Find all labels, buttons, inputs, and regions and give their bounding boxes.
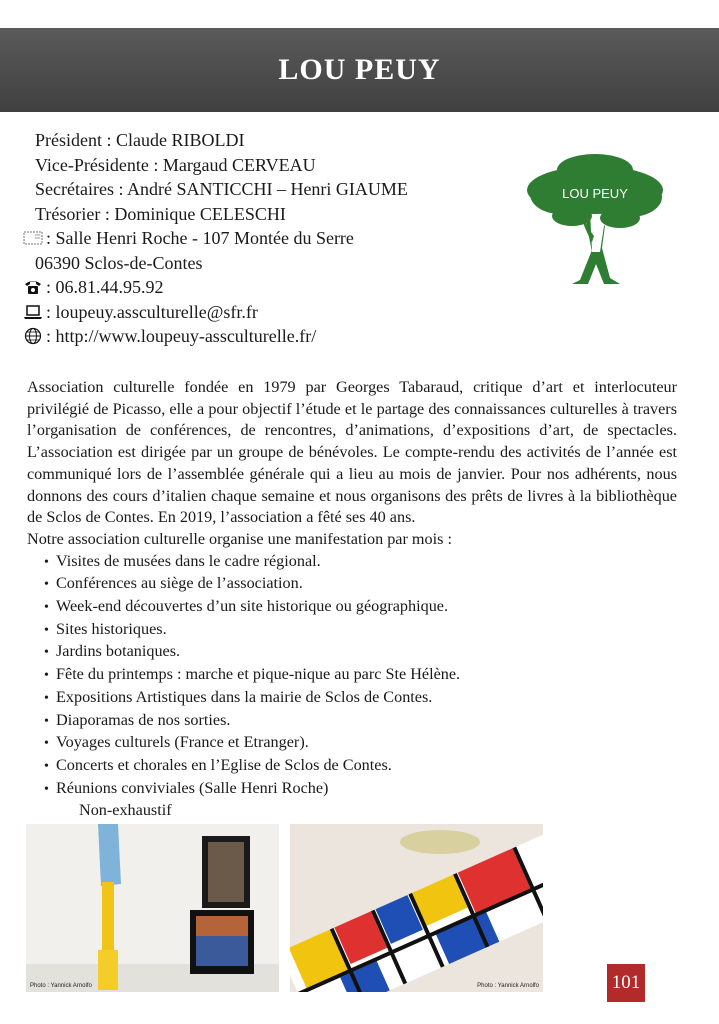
email-row (22, 300, 512, 325)
list-item: • Expositions Artistiques dans la mairie de Sclos de Contes. (44, 687, 433, 706)
tree-logo (520, 152, 670, 292)
address-line2: 06390 Sclos-de-Contes (35, 252, 203, 273)
telephone-icon (22, 277, 44, 297)
secretaries-line: Secrétaires : André SANTICCHI – Henri GIAUME (35, 179, 408, 199)
title-bar (0, 28, 719, 112)
address-row (22, 226, 512, 251)
description-paragraph: Association culturelle fondée en 1979 par Georges Tabaraud, critique d’art et interlocuteur privilégié de Picasso, elle a pour objectif l’étude et le partage des connaissances culturelles à travers l’organisation de conférences, de rencontres, d’animations, d’expositions d’art, de spectacles. L’association est dirigée par un groupe de bénévoles. Le compte-rendu des activités de l’année est communiqué lors de l’assemblée générale qui a lieu au mois de janvier. Pour nos adhérents, nous donnons des cours d’italien chaque semaine et nous organisons des prêts de livres à la bibliothèque de Sclos de Contes. En 2019, l’association a fêté ses 40 ans. (27, 378, 677, 527)
treasurer-line: Trésorier : Dominique CELESCHI (35, 203, 286, 224)
list-item: • Réunions conviviales (Salle Henri Roche) (44, 778, 329, 797)
laptop-icon (22, 302, 44, 322)
photo-credit-2: Photo : Yannick Arnolfo (477, 983, 539, 989)
contact-block (22, 128, 512, 349)
list-item: • Fête du printemps : marche et pique-nique au parc Ste Hélène. (44, 665, 461, 684)
activities-list (27, 551, 677, 801)
list-item: • Conférences au siège de l’association. (44, 574, 303, 593)
website-text[interactable]: : http://www.loupeuy-assculturelle.fr/ (46, 326, 317, 346)
exhibition-photo (26, 824, 279, 992)
list-item: • Visites de musées dans le cadre régional. (44, 551, 321, 570)
website-row (22, 324, 512, 349)
mondrian-sculpture-photo (290, 824, 543, 992)
phone-row (22, 275, 512, 300)
description-section (27, 377, 677, 822)
list-item: • Diaporamas de nos sorties. (44, 710, 231, 729)
phone-text: : 06.81.44.95.92 (46, 277, 164, 297)
photo-credit-1: Photo : Yannick Arnolfo (30, 983, 92, 989)
logo-text: LOU PEUY (562, 186, 628, 201)
page-number-badge: 101 (607, 964, 645, 1002)
vice-president-line: Vice-Présidente : Margaud CERVEAU (35, 154, 316, 175)
page-title: LOU PEUY (278, 53, 441, 86)
address-line1: : Salle Henri Roche - 107 Montée du Serre (46, 228, 354, 248)
list-item: • Concerts et chorales en l’Eglise de Sclos de Contes. (44, 755, 392, 774)
list-item: • Jardins botaniques. (44, 642, 181, 661)
globe-icon (22, 326, 44, 346)
non-exhaustive-note: Non-exhaustif (79, 801, 172, 820)
president-line: Président : Claude RIBOLDI (35, 130, 245, 150)
list-item: • Sites historiques. (44, 619, 167, 638)
list-item: • Week-end découvertes d’un site historique ou géographique. (44, 597, 449, 616)
email-text[interactable]: : loupeuy.assculturelle@sfr.fr (46, 301, 258, 322)
activities-intro: Notre association culturelle organise une manifestation par mois : (27, 529, 452, 548)
top-margin (0, 0, 719, 28)
list-item: • Voyages culturels (France et Etranger). (44, 733, 309, 752)
envelope-icon (22, 228, 44, 248)
